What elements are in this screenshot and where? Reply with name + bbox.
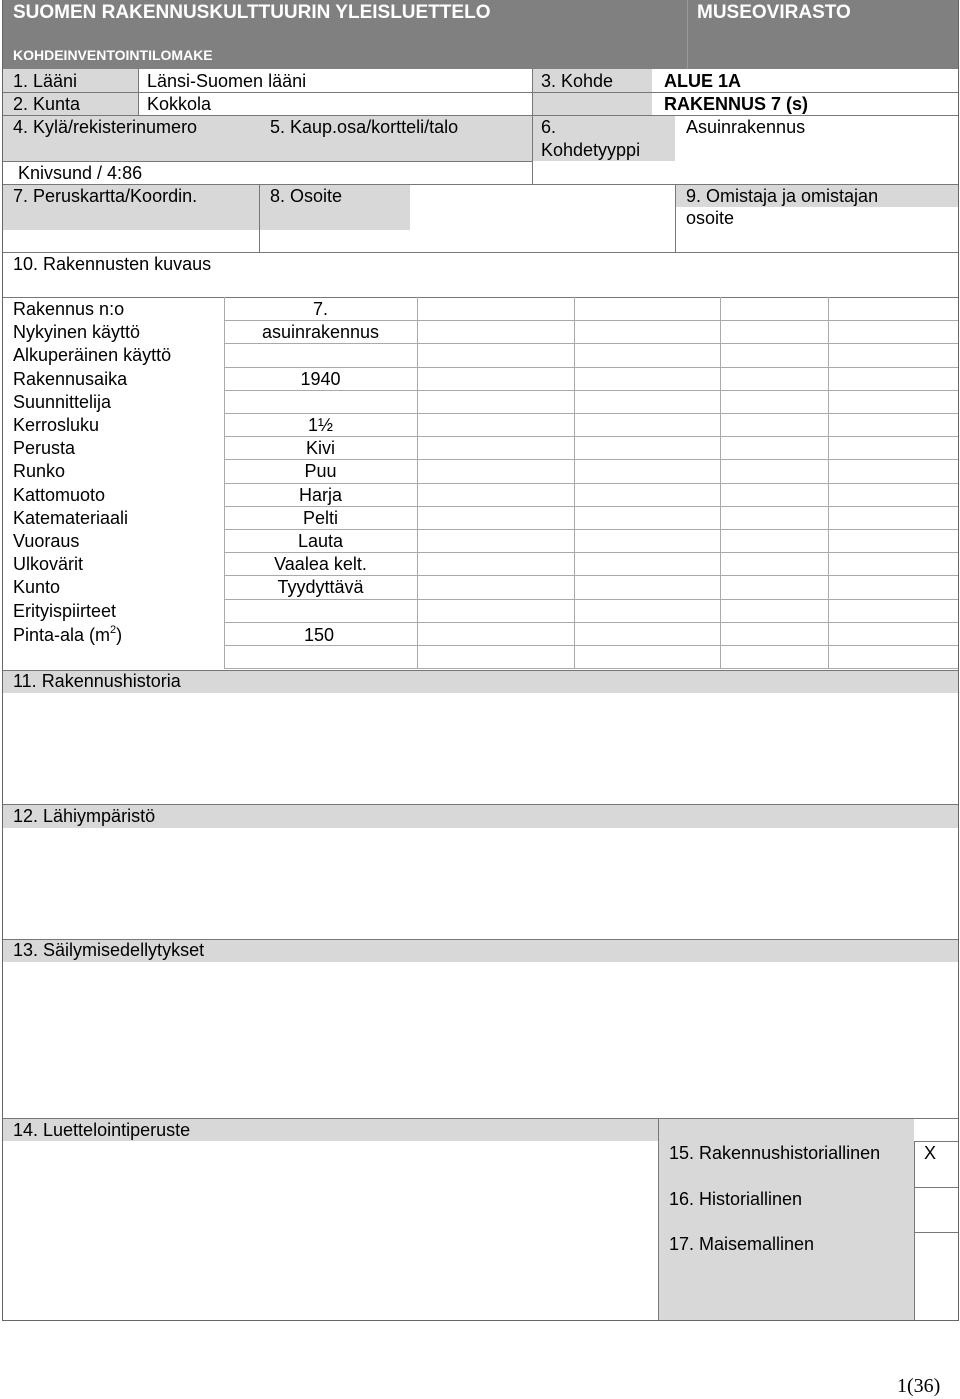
laani-value: Länsi-Suomen lääni <box>147 71 307 91</box>
description-row-value: Vaalea kelt. <box>274 554 367 575</box>
description-row-label: Kattomuoto <box>13 484 106 505</box>
form-border <box>2 0 959 1321</box>
description-row-label: Vuoraus <box>13 531 80 551</box>
pinta-ala-close: ) <box>116 625 123 645</box>
description-row-value: Harja <box>298 484 342 505</box>
pinta-ala-sup: 2 <box>110 624 117 636</box>
section-14-title: 14. Luettelointiperuste <box>13 1120 191 1140</box>
kohde-value-area: ALUE 1A <box>664 71 742 91</box>
kohdetyyppi-value: Asuinrakennus <box>686 117 806 137</box>
description-row-label: Perusta <box>13 438 76 459</box>
description-row-label: Katemateriaali <box>13 507 129 528</box>
description-row-value: 1940 <box>300 368 341 389</box>
description-row-value: 1½ <box>307 415 334 435</box>
kunta-value: Kokkola <box>147 94 212 114</box>
description-row-value: Lauta <box>297 531 344 551</box>
agency-name: MUSEOVIRASTO <box>697 2 851 23</box>
form-name: KOHDEINVENTOINTILOMAKE <box>13 47 213 63</box>
criterion-rakennushistoriallinen: 15. Rakennushistoriallinen <box>669 1143 881 1163</box>
description-row-value: Tyydyttävä <box>277 577 364 598</box>
description-row-value: 7. <box>312 299 328 319</box>
kohdetyyppi-label-num: 6. <box>541 117 557 137</box>
omistaja-label-cont: osoite <box>686 208 735 228</box>
description-row-value: asuinrakennus <box>261 322 380 343</box>
section-10-title: 10. Rakennusten kuvaus <box>13 254 212 274</box>
section-11-title: 11. Rakennushistoria <box>13 671 181 691</box>
kaupunginosa-label: 5. Kaup.osa/kortteli/talo <box>270 117 459 137</box>
osoite-label: 8. Osoite <box>270 186 343 206</box>
kyla-value: Knivsund / 4:86 <box>18 163 143 183</box>
description-row-label: Alkuperäinen käyttö <box>13 345 172 366</box>
description-row-value: Kivi <box>305 438 335 459</box>
description-row-label: Kunto <box>13 577 61 598</box>
description-row-label: Suunnittelija <box>13 391 112 412</box>
section-12-title: 12. Lähiympäristö <box>13 806 156 826</box>
pinta-ala-text: Pinta-ala (m <box>13 625 111 645</box>
criterion-maisemallinen: 17. Maisemallinen <box>669 1234 815 1254</box>
criterion-historiallinen: 16. Historiallinen <box>669 1189 803 1209</box>
description-row-label: Rakennusaika <box>13 368 128 389</box>
pinta-ala-value: 150 <box>304 625 335 645</box>
description-row-value: Pelti <box>302 507 338 528</box>
section-13-title: 13. Säilymisedellytykset <box>13 940 205 960</box>
page-number: 1(36) <box>897 1375 941 1397</box>
kohde-label: 3. Kohde <box>541 71 614 91</box>
kohdetyyppi-label: Kohdetyyppi <box>541 140 641 160</box>
description-row-label: Ulkovärit <box>13 554 84 575</box>
criterion-rakennushistoriallinen-mark[interactable]: X <box>924 1143 937 1163</box>
description-row-label: Nykyinen käyttö <box>13 322 141 343</box>
description-row-label: Rakennus n:o <box>13 299 125 319</box>
description-row-label: Kerrosluku <box>13 415 100 435</box>
kohde-value-building: RAKENNUS 7 (s) <box>664 94 809 114</box>
kyla-label: 4. Kylä/rekisterinumero <box>13 117 198 137</box>
form-title: SUOMEN RAKENNUSKULTTUURIN YLEISLUETTELO <box>13 2 491 23</box>
kunta-label: 2. Kunta <box>13 94 81 114</box>
laani-label: 1. Lääni <box>13 71 78 91</box>
description-row-label: Erityispiirteet <box>13 600 117 621</box>
description-row-label: Runko <box>13 461 66 482</box>
description-row-value: Puu <box>304 461 337 482</box>
peruskartta-label: 7. Peruskartta/Koordin. <box>13 186 198 206</box>
omistaja-label: 9. Omistaja ja omistajan <box>686 186 879 206</box>
